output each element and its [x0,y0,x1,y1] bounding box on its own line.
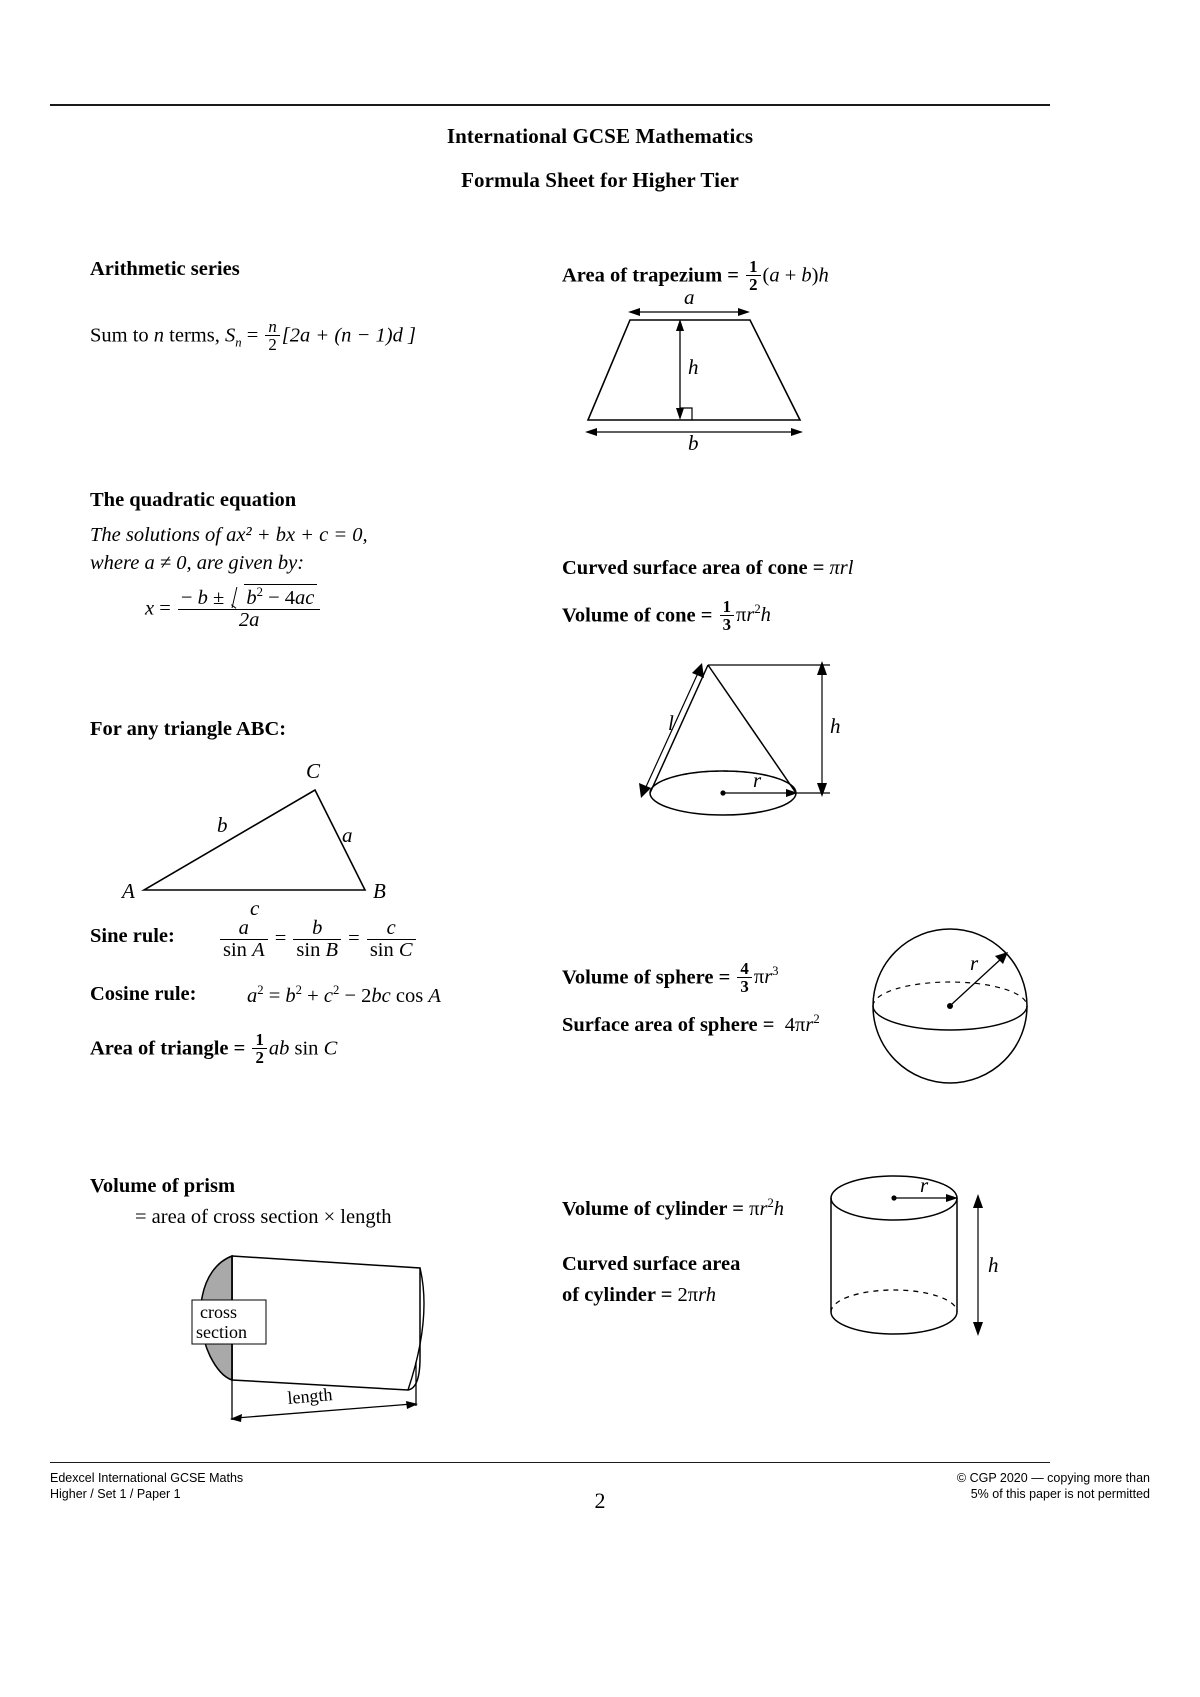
area-triangle-equals: = [233,1037,246,1060]
diagram-trapezium [580,285,860,455]
arith-bracket: [2a + (n − 1)d ] [281,324,416,347]
arith-symbol-sub: n [235,335,242,350]
quad-numerator: − $b \pm b^2 - 4ac$ [178,584,320,609]
sine-frac-3 [367,918,416,961]
label-area-of-trapezium [562,258,829,293]
heading-quadratic-equation: The quadratic equation [90,489,297,511]
label-cosine-rule: Cosine rule: [90,983,197,1005]
sphere-volume-num: 4 [740,959,749,978]
arith-frac-numerator: n [268,317,277,336]
sine-equals-2: = [348,927,360,950]
cone-curved-label-text: Curved surface area of cone [562,557,808,579]
cone-volume-den: 3 [720,615,734,633]
header-rule [50,104,1050,106]
quad-lhs: x [145,597,155,620]
trapezium-label-a: a [684,285,695,309]
quadratic-line2: where a ≠ 0, are given by: [90,552,305,574]
area-triangle-label-text: Area of triangle [90,1037,229,1060]
label-sine-rule: Sine rule: [90,925,175,947]
area-triangle-den: 2 [252,1048,266,1066]
sine-den-3: sin C [367,939,416,961]
label-volume-of-sphere [562,960,779,995]
trapezium-rest: (a + b)h [762,264,829,287]
trapezium-fraction [746,258,760,293]
trapezium-den: 2 [746,275,760,293]
footer-right-line2: 5% of this paper is not permitted [970,1487,1150,1501]
area-triangle-rest: ab sin C [268,1037,338,1060]
heading-arithmetic-series: Arithmetic series [90,258,240,280]
quad-denominator: 2a [178,609,320,631]
footer-left-line1: Edexcel International GCSE Maths [50,1471,244,1485]
page-title-line1: International GCSE Mathematics [446,124,754,148]
cylinder-label-h: h [988,1253,999,1277]
prism-subline: = area of cross section × length [135,1206,392,1228]
area-triangle-num: 1 [255,1030,264,1049]
sphere-surface-rhs: $4\pi r^2$ [779,1012,820,1036]
formula-arithmetic-series [90,318,416,353]
sphere-volume-rest: $\pi r^3$ [753,964,779,989]
sphere-volume-label-text: Volume of sphere [562,966,714,989]
cone-volume-num: 1 [722,597,731,616]
label-curved-surface-area-cylinder-line2 [562,1284,716,1307]
cone-curved-rhs: πrl [829,557,854,579]
cone-volume-fraction [720,598,734,633]
cone-label-r: r [753,768,762,792]
sphere-volume-equals: = [718,966,731,989]
cylinder-label-r: r [920,1173,929,1197]
heading-any-triangle-text: For any triangle ABC: [90,718,287,740]
label-area-of-triangle [90,1031,337,1066]
arith-prefix: Sum to [90,324,154,347]
label-curved-surface-area-cone [562,557,853,580]
cone-curved-equals: = [812,557,825,579]
arith-symbol-S: S [224,324,236,347]
triangle-label-c: c [250,896,260,920]
triangle-label-b: b [217,813,228,837]
prism-label-cross: cross [200,1302,237,1322]
sphere-surface-label-text: Surface area of sphere [562,1013,758,1036]
sine-num-2: b [312,917,323,939]
page-number: 2 [594,1488,606,1513]
quadratic-line1: The solutions of ax² + bx + c = 0, [90,524,368,546]
cylinder-volume-label-text: Volume of cylinder [562,1197,728,1220]
sphere-label-r: r [970,951,979,975]
triangle-label-a: a [342,823,353,847]
quad-equals: = [159,597,171,620]
footer-rule [50,1462,1050,1463]
cone-volume-equals: = [700,604,713,627]
sine-equals-1: = [274,927,287,950]
arith-mid: terms, [164,324,225,347]
arith-equals: = [246,324,259,347]
trapezium-label-b: b [688,431,699,455]
arith-frac-denominator: 2 [265,335,279,353]
diagram-cone [620,645,880,820]
footer-right-line1: © CGP 2020 — copying more than [956,1471,1150,1485]
label-surface-area-of-sphere [562,1012,820,1037]
cylinder-curved-equals: = [660,1284,673,1306]
diagram-prism [170,1238,460,1428]
sine-num-3: c [386,917,396,939]
label-curved-surface-area-cylinder-line1: Curved surface area [562,1253,741,1275]
cylinder-curved-rhs: 2πrh [677,1284,716,1306]
prism-label-length: length [286,1384,334,1408]
sphere-volume-den: 3 [737,977,751,995]
label-volume-of-cone [562,598,771,633]
prism-label-section: section [196,1322,247,1342]
arith-var-n: n [153,324,165,347]
quad-fraction [178,584,320,631]
diagram-triangle-abc [110,750,430,920]
footer-left-line2: Higher / Set 1 / Paper 1 [50,1487,181,1501]
sine-frac-2 [293,918,341,961]
trapezium-label-text: Area of trapezium [562,264,723,287]
heading-volume-of-prism: Volume of prism [90,1175,236,1197]
heading-any-triangle [90,718,286,741]
label-volume-of-cylinder [562,1196,784,1221]
triangle-label-B: B [373,879,386,903]
area-triangle-fraction [252,1031,266,1066]
sine-frac-1 [220,918,268,961]
triangle-label-C: C [306,759,321,783]
formula-cosine-rule: $a^2 = b^2 + c^2 - 2bc$ cos A [247,983,441,1007]
cylinder-volume-rhs: $\pi r^2h$ [749,1196,785,1220]
sphere-surface-equals: = [762,1013,775,1036]
sine-den-2: sin B [293,939,341,961]
triangle-label-A: A [122,879,135,903]
cone-volume-label-text: Volume of cone [562,604,696,627]
arith-fraction [265,318,279,353]
sine-num-1: a [238,917,249,939]
cylinder-volume-equals: = [732,1197,744,1220]
cone-label-l: l [668,711,674,735]
cylinder-curved-label-text: of cylinder [562,1284,656,1306]
sine-den-1: sin A [220,939,268,961]
diagram-sphere [862,918,1052,1108]
cone-volume-rest: $\pi r^2h$ [735,602,771,627]
page-title-line2: Formula Sheet for Higher Tier [461,168,739,192]
diagram-cylinder [828,1162,1028,1372]
formula-quadratic [145,584,322,631]
formula-sine-rule [218,918,418,961]
trapezium-equals: = [727,264,739,287]
sqrt-icon: $b^2 - 4ac$ [231,584,317,609]
sphere-volume-fraction [737,960,751,995]
trapezium-label-h: h [688,355,699,379]
cone-label-h: h [830,714,841,738]
trapezium-num: 1 [749,257,758,276]
